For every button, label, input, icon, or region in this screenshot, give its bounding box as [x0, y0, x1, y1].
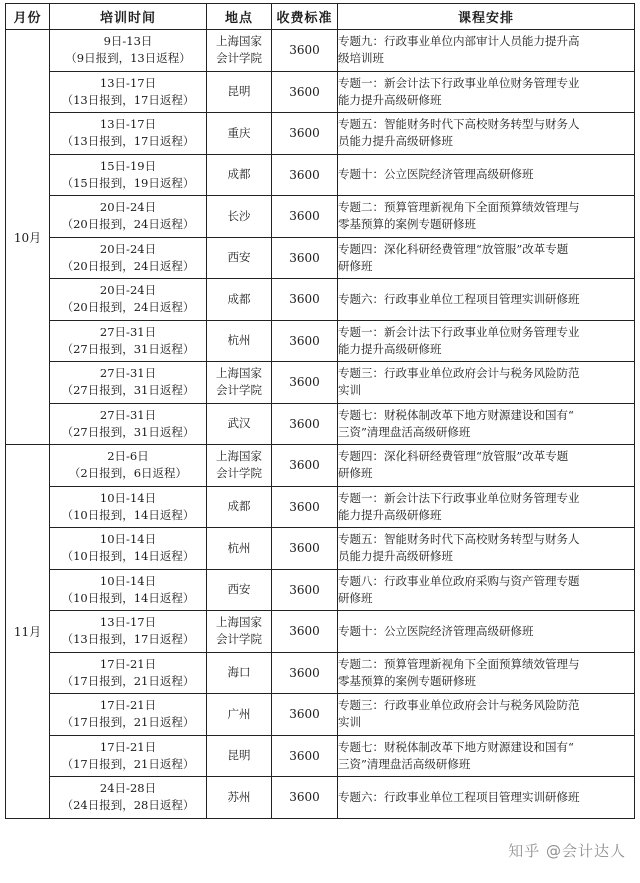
course-cell [338, 486, 635, 528]
course-cell-line: 专题三：行政事业单位政府会计与税务风险防范 [338, 366, 580, 381]
fee-cell: 3600 [272, 30, 338, 72]
course-cell-line: 员能力提升高级研修班 [338, 549, 453, 564]
training-time-cell [50, 652, 207, 694]
training-time-cell [50, 777, 207, 819]
date-range: 10日-14日 [99, 490, 157, 505]
table-row [6, 320, 635, 362]
course-cell [338, 569, 635, 611]
course-cell [338, 71, 635, 113]
location-cell-line: 上海国家 [216, 449, 262, 464]
course-cell-line: 能力提升高级研修班 [338, 92, 442, 107]
course-cell-line: 专题二：预算管理新视角下全面预算绩效管理与 [338, 656, 580, 671]
fee-cell: 3600 [272, 445, 338, 487]
location-cell: 苏州 [207, 777, 272, 819]
course-cell: 专题十：公立医院经济管理高级研修班 [338, 154, 635, 196]
training-time-cell [50, 362, 207, 404]
location-cell: 成都 [207, 486, 272, 528]
location-cell: 长沙 [207, 196, 272, 238]
location-cell [207, 30, 272, 72]
schedule-body [6, 30, 635, 819]
header-fee: 收费标准 [272, 4, 338, 30]
arrival-return: （27日报到，31日返程） [61, 424, 195, 439]
location-cell: 西安 [207, 569, 272, 611]
date-range: 24日-28日 [99, 781, 157, 796]
course-cell: 专题六：行政事业单位工程项目管理实训研修班 [338, 279, 635, 321]
location-cell: 海口 [207, 652, 272, 694]
course-cell [338, 196, 635, 238]
location-cell: 西安 [207, 237, 272, 279]
course-cell-line: 三资”清理盘活高级研修班 [338, 424, 471, 439]
fee-cell: 3600 [272, 71, 338, 113]
course-cell [338, 735, 635, 777]
date-range: 20日-24日 [99, 200, 157, 215]
fee-cell: 3600 [272, 196, 338, 238]
course-cell-line: 专题七：财税体制改革下地方财源建设和国有“ [338, 407, 574, 422]
fee-cell: 3600 [272, 486, 338, 528]
fee-cell: 3600 [272, 652, 338, 694]
table-row [6, 569, 635, 611]
date-range: 9日-13日 [103, 34, 153, 49]
arrival-return: （20日报到，24日返程） [61, 300, 195, 315]
fee-cell: 3600 [272, 403, 338, 445]
course-cell-line: 专题一：新会计法下行政事业单位财务管理专业 [338, 324, 580, 339]
training-time-cell [50, 445, 207, 487]
date-range: 10日-14日 [99, 573, 157, 588]
location-cell-line: 会计学院 [216, 51, 262, 66]
location-cell-line: 会计学院 [216, 466, 262, 481]
table-row [6, 403, 635, 445]
table-row [6, 237, 635, 279]
training-time-cell [50, 71, 207, 113]
fee-cell: 3600 [272, 611, 338, 653]
date-range: 17日-21日 [99, 739, 157, 754]
table-row [6, 362, 635, 404]
table-row [6, 694, 635, 736]
arrival-return: （27日报到，31日返程） [61, 383, 195, 398]
location-cell: 成都 [207, 154, 272, 196]
watermark: 知乎 @会计达人 [508, 842, 626, 860]
course-cell-line: 专题二：预算管理新视角下全面预算绩效管理与 [338, 200, 580, 215]
month-cell: 11月 [6, 445, 50, 819]
training-time-cell [50, 113, 207, 155]
course-cell [338, 445, 635, 487]
course-cell-line: 专题七：财税体制改革下地方财源建设和国有“ [338, 739, 574, 754]
arrival-return: （17日报到，21日返程） [61, 673, 195, 688]
table-row [6, 528, 635, 570]
course-cell-line: 专题三：行政事业单位政府会计与税务风险防范 [338, 698, 580, 713]
header-location: 地点 [207, 4, 272, 30]
training-time-cell [50, 30, 207, 72]
course-cell-line: 能力提升高级研修班 [338, 341, 442, 356]
date-range: 15日-19日 [99, 158, 157, 173]
header-month: 月份 [6, 4, 50, 30]
table-row [6, 196, 635, 238]
date-range: 20日-24日 [99, 283, 157, 298]
course-cell-line: 专题四：深化科研经费管理“放管服”改革专题 [338, 449, 569, 464]
location-cell-line: 会计学院 [216, 383, 262, 398]
arrival-return: （15日报到，19日返程） [61, 175, 195, 190]
training-time-cell [50, 154, 207, 196]
location-cell: 杭州 [207, 528, 272, 570]
location-cell: 广州 [207, 694, 272, 736]
table-row [6, 652, 635, 694]
location-cell: 武汉 [207, 403, 272, 445]
course-cell-line: 零基预算的案例专题研修班 [338, 217, 476, 232]
fee-cell: 3600 [272, 113, 338, 155]
course-cell-line: 员能力提升高级研修班 [338, 134, 453, 149]
date-range: 2日-6日 [107, 449, 149, 464]
course-cell-line: 三资”清理盘活高级研修班 [338, 756, 471, 771]
training-time-cell [50, 196, 207, 238]
course-cell [338, 30, 635, 72]
course-cell-line: 能力提升高级研修班 [338, 507, 442, 522]
arrival-return: （27日报到，31日返程） [61, 341, 195, 356]
fee-cell: 3600 [272, 362, 338, 404]
arrival-return: （17日报到，21日返程） [61, 715, 195, 730]
arrival-return: （9日报到，13日返程） [65, 51, 191, 66]
location-cell-line: 会计学院 [216, 632, 262, 647]
course-cell-line: 专题一：新会计法下行政事业单位财务管理专业 [338, 75, 580, 90]
table-row [6, 445, 635, 487]
table-row [6, 30, 635, 72]
course-cell-line: 专题四：深化科研经费管理“放管服”改革专题 [338, 241, 569, 256]
header-row [6, 4, 635, 30]
course-cell-line: 研修班 [338, 466, 373, 481]
date-range: 10日-14日 [99, 532, 157, 547]
date-range: 17日-21日 [99, 656, 157, 671]
location-cell [207, 362, 272, 404]
course-cell-line: 专题五：智能财务时代下高校财务转型与财务人 [338, 117, 580, 132]
arrival-return: （24日报到，28日返程） [61, 798, 195, 813]
training-time-cell [50, 694, 207, 736]
course-cell-line: 实训 [338, 383, 361, 398]
course-cell [338, 694, 635, 736]
table-row [6, 71, 635, 113]
course-cell-line: 专题八：行政事业单位政府采购与资产管理专题 [338, 573, 580, 588]
fee-cell: 3600 [272, 569, 338, 611]
date-range: 13日-17日 [99, 117, 157, 132]
arrival-return: （10日报到，14日返程） [61, 590, 195, 605]
course-cell [338, 403, 635, 445]
fee-cell: 3600 [272, 320, 338, 362]
date-range: 17日-21日 [99, 698, 157, 713]
training-time-cell [50, 735, 207, 777]
course-cell-line: 实训 [338, 715, 361, 730]
table-row [6, 113, 635, 155]
arrival-return: （17日报到，21日返程） [61, 756, 195, 771]
table-row [6, 486, 635, 528]
training-time-cell [50, 528, 207, 570]
location-cell-line: 上海国家 [216, 34, 262, 49]
course-cell: 专题六：行政事业单位工程项目管理实训研修班 [338, 777, 635, 819]
location-cell: 昆明 [207, 71, 272, 113]
header-course: 课程安排 [338, 4, 635, 30]
course-cell [338, 320, 635, 362]
training-time-cell [50, 237, 207, 279]
date-range: 27日-31日 [99, 366, 157, 381]
arrival-return: （10日报到，14日返程） [61, 507, 195, 522]
training-time-cell [50, 486, 207, 528]
table-row [6, 777, 635, 819]
table-row [6, 735, 635, 777]
fee-cell: 3600 [272, 237, 338, 279]
course-cell-line: 专题五：智能财务时代下高校财务转型与财务人 [338, 532, 580, 547]
location-cell-line: 上海国家 [216, 615, 262, 630]
table-row [6, 279, 635, 321]
arrival-return: （10日报到，14日返程） [61, 549, 195, 564]
course-cell-line: 级培训班 [338, 51, 384, 66]
date-range: 13日-17日 [99, 615, 157, 630]
location-cell: 重庆 [207, 113, 272, 155]
fee-cell: 3600 [272, 777, 338, 819]
arrival-return: （13日报到，17日返程） [61, 134, 195, 149]
arrival-return: （13日报到，17日返程） [61, 632, 195, 647]
course-cell [338, 113, 635, 155]
date-range: 27日-31日 [99, 324, 157, 339]
table-row [6, 154, 635, 196]
month-cell: 10月 [6, 30, 50, 445]
course-cell [338, 237, 635, 279]
training-time-cell [50, 611, 207, 653]
date-range: 13日-17日 [99, 75, 157, 90]
location-cell: 杭州 [207, 320, 272, 362]
course-cell: 专题十：公立医院经济管理高级研修班 [338, 611, 635, 653]
course-cell-line: 专题九：行政事业单位内部审计人员能力提升高 [338, 34, 580, 49]
training-schedule-table [5, 3, 635, 819]
fee-cell: 3600 [272, 279, 338, 321]
fee-cell: 3600 [272, 154, 338, 196]
training-time-cell [50, 569, 207, 611]
date-range: 27日-31日 [99, 407, 157, 422]
location-cell: 昆明 [207, 735, 272, 777]
arrival-return: （20日报到，24日返程） [61, 217, 195, 232]
location-cell [207, 611, 272, 653]
course-cell-line: 研修班 [338, 590, 373, 605]
table-row [6, 611, 635, 653]
location-cell-line: 上海国家 [216, 366, 262, 381]
location-cell [207, 445, 272, 487]
date-range: 20日-24日 [99, 241, 157, 256]
training-time-cell [50, 279, 207, 321]
header-training-time: 培训时间 [50, 4, 207, 30]
arrival-return: （2日报到，6日返程） [68, 466, 188, 481]
training-time-cell [50, 320, 207, 362]
arrival-return: （20日报到，24日返程） [61, 258, 195, 273]
fee-cell: 3600 [272, 528, 338, 570]
training-time-cell [50, 403, 207, 445]
course-cell [338, 652, 635, 694]
course-cell-line: 研修班 [338, 258, 373, 273]
fee-cell: 3600 [272, 735, 338, 777]
course-cell [338, 362, 635, 404]
course-cell-line: 零基预算的案例专题研修班 [338, 673, 476, 688]
location-cell: 成都 [207, 279, 272, 321]
fee-cell: 3600 [272, 694, 338, 736]
course-cell [338, 528, 635, 570]
course-cell-line: 专题一：新会计法下行政事业单位财务管理专业 [338, 490, 580, 505]
arrival-return: （13日报到，17日返程） [61, 92, 195, 107]
